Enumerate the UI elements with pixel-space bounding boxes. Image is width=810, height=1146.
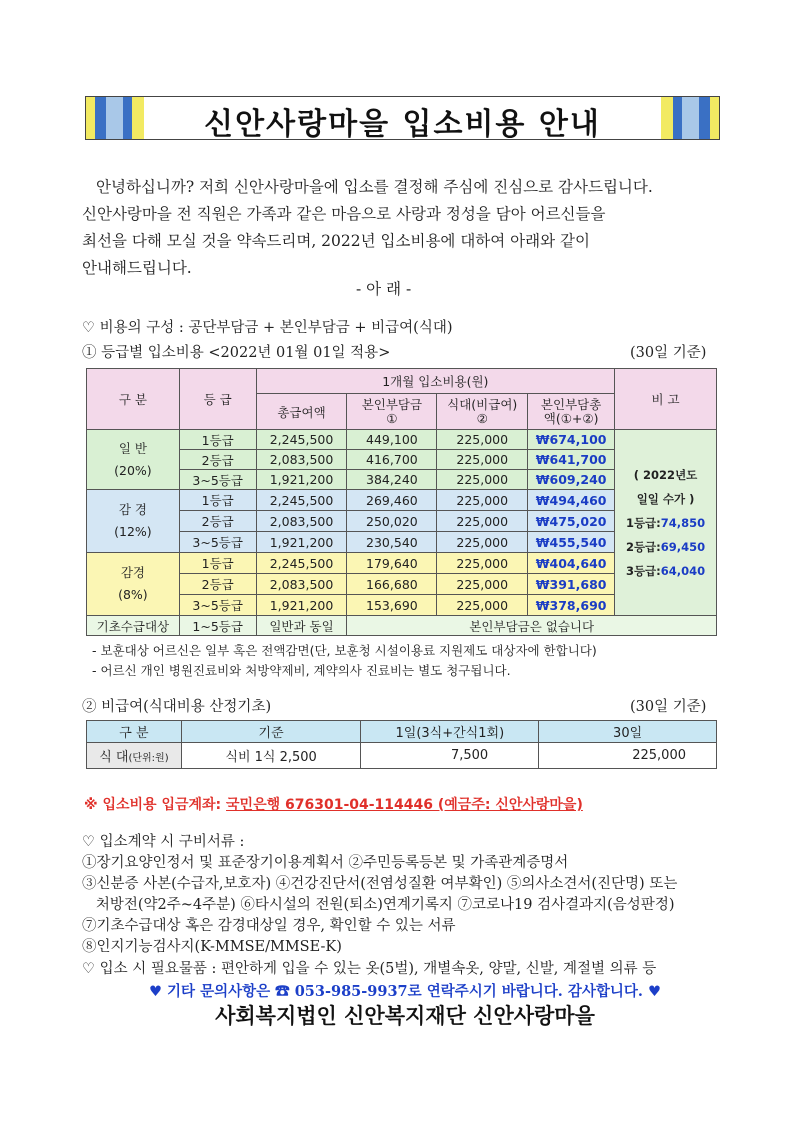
- header-grade: 등 급: [179, 369, 256, 430]
- meal-row-day: 7,500: [361, 743, 539, 769]
- meal-row-month: 225,000: [539, 743, 717, 769]
- meal-cell: 225,000: [437, 490, 528, 511]
- header-total: 총급여액: [256, 394, 347, 430]
- grade-cell: 3~5등급: [179, 532, 256, 553]
- cost-structure: ♡ 비용의 구성 : 공단부담금 + 본인부담금 + 비급여(식대): [82, 320, 453, 336]
- meal-header-gubun: 구 분: [87, 721, 182, 743]
- meal-header-month: 30일: [539, 721, 717, 743]
- header-self: 본인부담금 ①: [347, 394, 437, 430]
- title-banner: [85, 96, 720, 140]
- total-cell: 2,245,500: [256, 430, 347, 450]
- daily-rate-note: ( 2022년도 일일 수가 ) 1등급:74,850 2등급:69,450 3등급:64,040: [615, 430, 717, 616]
- sum-cell: ₩674,100: [528, 430, 615, 450]
- account-info: ※ 입소비용 입금계좌: 국민은행 676301-04-114446 (예금주: 신안사랑마을): [84, 797, 583, 813]
- total-cell: 1,921,200: [256, 532, 347, 553]
- meal-row-name: 식 대(단위:원): [87, 743, 182, 769]
- self-cell: 179,640: [347, 553, 437, 574]
- section2-title: ② 비급여(식대비용 산정기초): [82, 699, 272, 715]
- basic-grade: 1~5등급: [179, 616, 256, 636]
- self-cell: 250,020: [347, 511, 437, 532]
- page-title: 신안사랑마을 입소비용 안내: [204, 107, 601, 142]
- grade-cell: 3~5등급: [179, 595, 256, 616]
- grade-cell: 2등급: [179, 574, 256, 595]
- self-cell: 153,690: [347, 595, 437, 616]
- documents-line-3: 처방전(약2주~4주분) ⑥타시설의 전원(퇴소)연계기록지 ⑦코로나19 검사결과지(음성판정): [82, 897, 675, 913]
- basic-name: 기초수급대상: [87, 616, 180, 636]
- note-line-1: - 보훈대상 어르신은 일부 혹은 전액감면(단, 보훈청 시설이용료 지원제도 대상자에 한합니다): [92, 643, 597, 658]
- sum-cell: ₩609,240: [528, 470, 615, 490]
- meal-row-basis: 식비 1식 2,500: [181, 743, 361, 769]
- self-cell: 269,460: [347, 490, 437, 511]
- note-line-2: - 어르신 개인 병원진료비와 처방약제비, 계약의사 진료비는 별도 청구됩니다.: [92, 663, 511, 678]
- documents-title: ♡ 입소계약 시 구비서류 :: [82, 834, 245, 850]
- documents-line-2: ③신분증 사본(수급자,보호자) ④건강진단서(전염성질환 여부확인) ⑤의사소견서(진단명) 또는: [82, 876, 678, 892]
- documents-line-1: ①장기요양인정서 및 표준장기이용계획서 ②주민등록등본 및 가족관계증명서: [82, 855, 569, 871]
- grade-cell: 2등급: [179, 450, 256, 470]
- total-cell: 2,083,500: [256, 574, 347, 595]
- grade-cost-table: [86, 368, 717, 636]
- total-cell: 2,245,500: [256, 553, 347, 574]
- footer-org: 사회복지법인 신안복지재단 신안사랑마을: [215, 1003, 595, 1028]
- grade-cell: 3~5등급: [179, 470, 256, 490]
- meal-cost-table: [86, 720, 717, 769]
- group-name: 감경 (8%): [87, 553, 180, 616]
- grade-cell: 1등급: [179, 490, 256, 511]
- meal-cell: 225,000: [437, 511, 528, 532]
- basic-total: 일반과 동일: [256, 616, 347, 636]
- meal-header-basis: 기준: [181, 721, 361, 743]
- group-name: 감 경 (12%): [87, 490, 180, 553]
- supplies: ♡ 입소 시 필요물품 : 편안하게 입을 수 있는 옷(5벌), 개별속옷, 양말, 신발, 계절별 의류 등: [82, 961, 657, 977]
- sum-cell: ₩378,690: [528, 595, 615, 616]
- header-remark: 비 고: [615, 369, 717, 430]
- intro-line-3: 최선을 다해 모실 것을 약속드리며, 2022년 입소비용에 대하여 아래와 같이: [82, 232, 590, 250]
- grade-cell: 1등급: [179, 430, 256, 450]
- documents-line-5: ⑧인지기능검사지(K-MMSE/MMSE-K): [82, 939, 342, 955]
- section1-title: ① 등급별 입소비용 <2022년 01월 01일 적용>: [82, 345, 391, 361]
- section2-basis: (30일 기준): [630, 699, 707, 715]
- header-meal: 식대(비급여) ②: [437, 394, 528, 430]
- basic-note: 본인부담금은 없습니다: [347, 616, 717, 636]
- meal-cell: 225,000: [437, 532, 528, 553]
- total-cell: 2,083,500: [256, 511, 347, 532]
- meal-cell: 225,000: [437, 450, 528, 470]
- self-cell: 416,700: [347, 450, 437, 470]
- sum-cell: ₩391,680: [528, 574, 615, 595]
- meal-cell: 225,000: [437, 553, 528, 574]
- total-cell: 1,921,200: [256, 595, 347, 616]
- self-cell: 384,240: [347, 470, 437, 490]
- header-monthly: 1개월 입소비용(원): [256, 369, 615, 394]
- meal-cell: 225,000: [437, 574, 528, 595]
- self-cell: 166,680: [347, 574, 437, 595]
- self-cell: 230,540: [347, 532, 437, 553]
- header-gubun: 구 분: [87, 369, 180, 430]
- group-name: 일 반 (20%): [87, 430, 180, 490]
- sum-cell: ₩475,020: [528, 511, 615, 532]
- meal-cell: 225,000: [437, 470, 528, 490]
- header-self-total: 본인부담총 액(①+②): [528, 394, 615, 430]
- arae-heading: - 아 래 -: [356, 280, 412, 298]
- intro-line-1: 안녕하십니까? 저희 신안사랑마을에 입소를 결정해 주심에 진심으로 감사드립니다.: [96, 178, 653, 196]
- total-cell: 2,083,500: [256, 450, 347, 470]
- contact-line: ♥ 기타 문의사항은 ☎ 053-985-9937로 연락주시기 바랍니다. 감사합니다. ♥: [148, 983, 662, 1000]
- sum-cell: ₩404,640: [528, 553, 615, 574]
- meal-cell: 225,000: [437, 595, 528, 616]
- sum-cell: ₩455,540: [528, 532, 615, 553]
- meal-header-day: 1일(3식+간식1회): [361, 721, 539, 743]
- total-cell: 1,921,200: [256, 470, 347, 490]
- sum-cell: ₩494,460: [528, 490, 615, 511]
- intro-line-4: 안내해드립니다.: [82, 259, 192, 277]
- intro-line-2: 신안사랑마을 전 직원은 가족과 같은 마음으로 사랑과 정성을 담아 어르신들을: [82, 205, 606, 223]
- grade-cell: 2등급: [179, 511, 256, 532]
- sum-cell: ₩641,700: [528, 450, 615, 470]
- documents-line-4: ⑦기초수급대상 혹은 감경대상일 경우, 확인할 수 있는 서류: [82, 918, 456, 934]
- self-cell: 449,100: [347, 430, 437, 450]
- section1-basis: (30일 기준): [630, 345, 707, 361]
- grade-cell: 1등급: [179, 553, 256, 574]
- meal-cell: 225,000: [437, 430, 528, 450]
- total-cell: 2,245,500: [256, 490, 347, 511]
